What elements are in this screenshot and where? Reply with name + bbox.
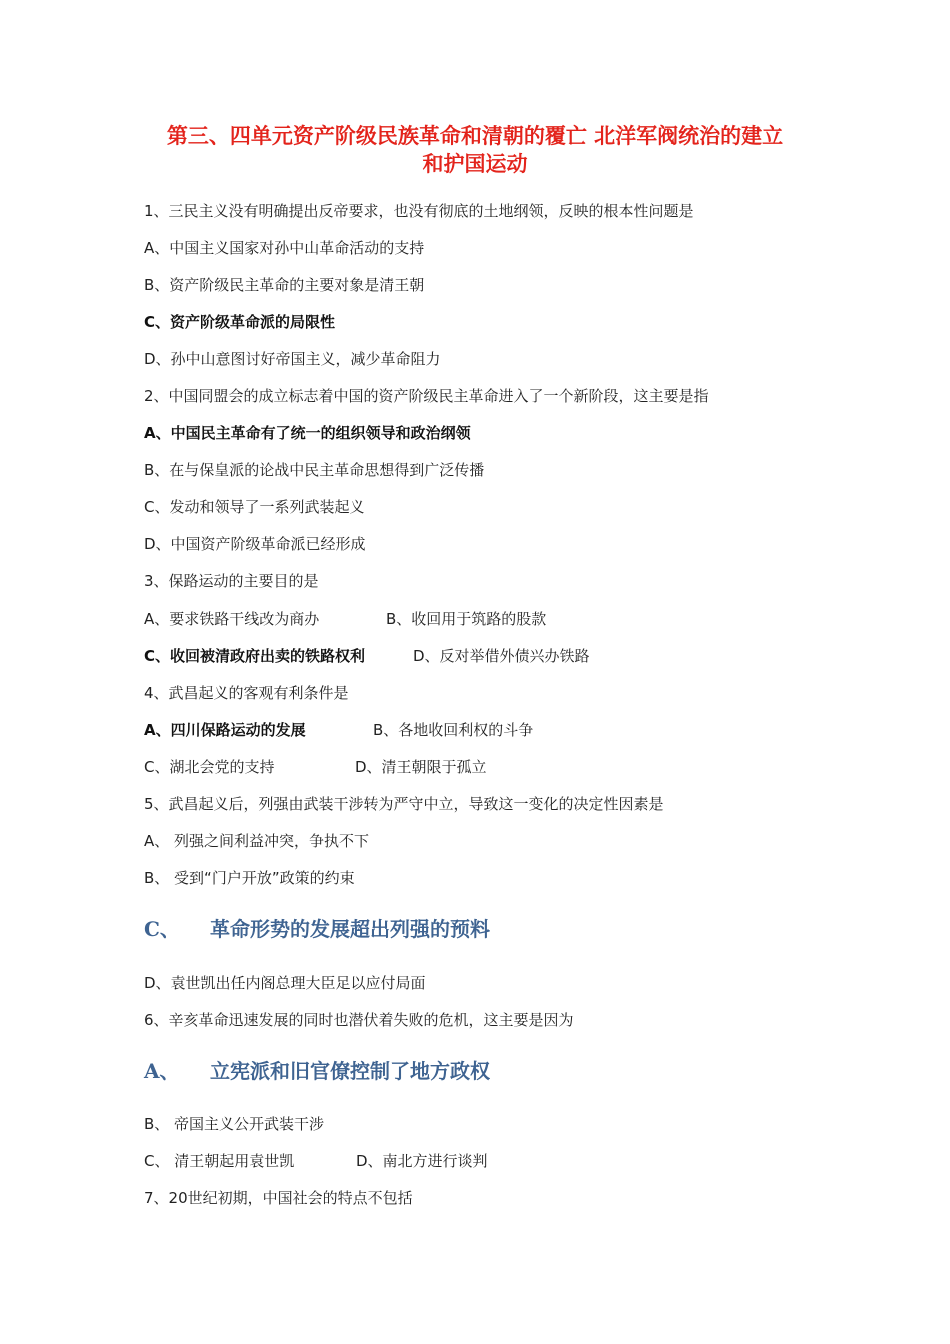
q1-option-b: B、资产阶级民主革命的主要对象是清王朝 [144, 276, 425, 294]
q6-option-b: B、 帝国主义公开武装干涉 [144, 1115, 325, 1133]
title-line-1: 第三、四单元资产阶级民族革命和清朝的覆亡 北洋军阀统治的建立 [166, 124, 784, 148]
q4-option-c: C、湖北会党的支持 [144, 758, 275, 776]
q5-stem: 5、武昌起义后，列强由武装干涉转为严守中立，导致这一变化的决定性因素是 [144, 795, 664, 813]
q6-option-a-answer [144, 1058, 490, 1084]
q6-option-a-label: A、 [144, 1059, 180, 1083]
q6-option-d: D、南北方进行谈判 [356, 1152, 488, 1170]
q1-option-c-answer: C、资产阶级革命派的局限性 [144, 313, 336, 331]
q5-option-a: A、 列强之间利益冲突，争执不下 [144, 832, 370, 850]
q4-option-a-answer: A、四川保路运动的发展 [144, 721, 306, 739]
q5-option-c-label: C、 [144, 917, 180, 941]
q5-option-d: D、袁世凯出任内阁总理大臣足以应付局面 [144, 974, 426, 992]
q5-option-c-text: 革命形势的发展超出列强的预料 [210, 917, 490, 941]
q2-option-d: D、中国资产阶级革命派已经形成 [144, 535, 366, 553]
q3-option-c-answer: C、收回被清政府出卖的铁路权利 [144, 647, 366, 665]
document-title [0, 122, 950, 178]
q3-stem: 3、保路运动的主要目的是 [144, 572, 319, 590]
q6-stem: 6、辛亥革命迅速发展的同时也潜伏着失败的危机，这主要是因为 [144, 1011, 574, 1029]
q1-option-a: A、中国主义国家对孙中山革命活动的支持 [144, 239, 425, 257]
q6-option-c: C、 清王朝起用袁世凯 [144, 1152, 295, 1170]
q6-option-a-text: 立宪派和旧官僚控制了地方政权 [210, 1059, 490, 1083]
q1-option-d: D、孙中山意图讨好帝国主义，减少革命阻力 [144, 350, 441, 368]
q3-option-b: B、收回用于筑路的股款 [386, 610, 547, 628]
q4-stem: 4、武昌起义的客观有利条件是 [144, 684, 349, 702]
title-line-2: 和护国运动 [422, 152, 528, 176]
q5-option-c-answer [144, 916, 490, 942]
q2-option-b: B、在与保皇派的论战中民主革命思想得到广泛传播 [144, 461, 485, 479]
q2-stem: 2、中国同盟会的成立标志着中国的资产阶级民主革命进入了一个新阶段，这主要是指 [144, 387, 709, 405]
q4-option-b: B、各地收回利权的斗争 [373, 721, 534, 739]
q2-option-c: C、发动和领导了一系列武装起义 [144, 498, 365, 516]
q1-stem: 1、三民主义没有明确提出反帝要求，也没有彻底的土地纲领，反映的根本性问题是 [144, 202, 694, 220]
q2-option-a-answer: A、中国民主革命有了统一的组织领导和政治纲领 [144, 424, 471, 442]
q7-stem: 7、20世纪初期，中国社会的特点不包括 [144, 1189, 413, 1207]
q4-option-d: D、清王朝限于孤立 [355, 758, 487, 776]
q5-option-b: B、 受到“门户开放”政策的约束 [144, 869, 355, 887]
q3-option-d: D、反对举借外债兴办铁路 [413, 647, 590, 665]
q3-option-a: A、要求铁路干线改为商办 [144, 610, 320, 628]
